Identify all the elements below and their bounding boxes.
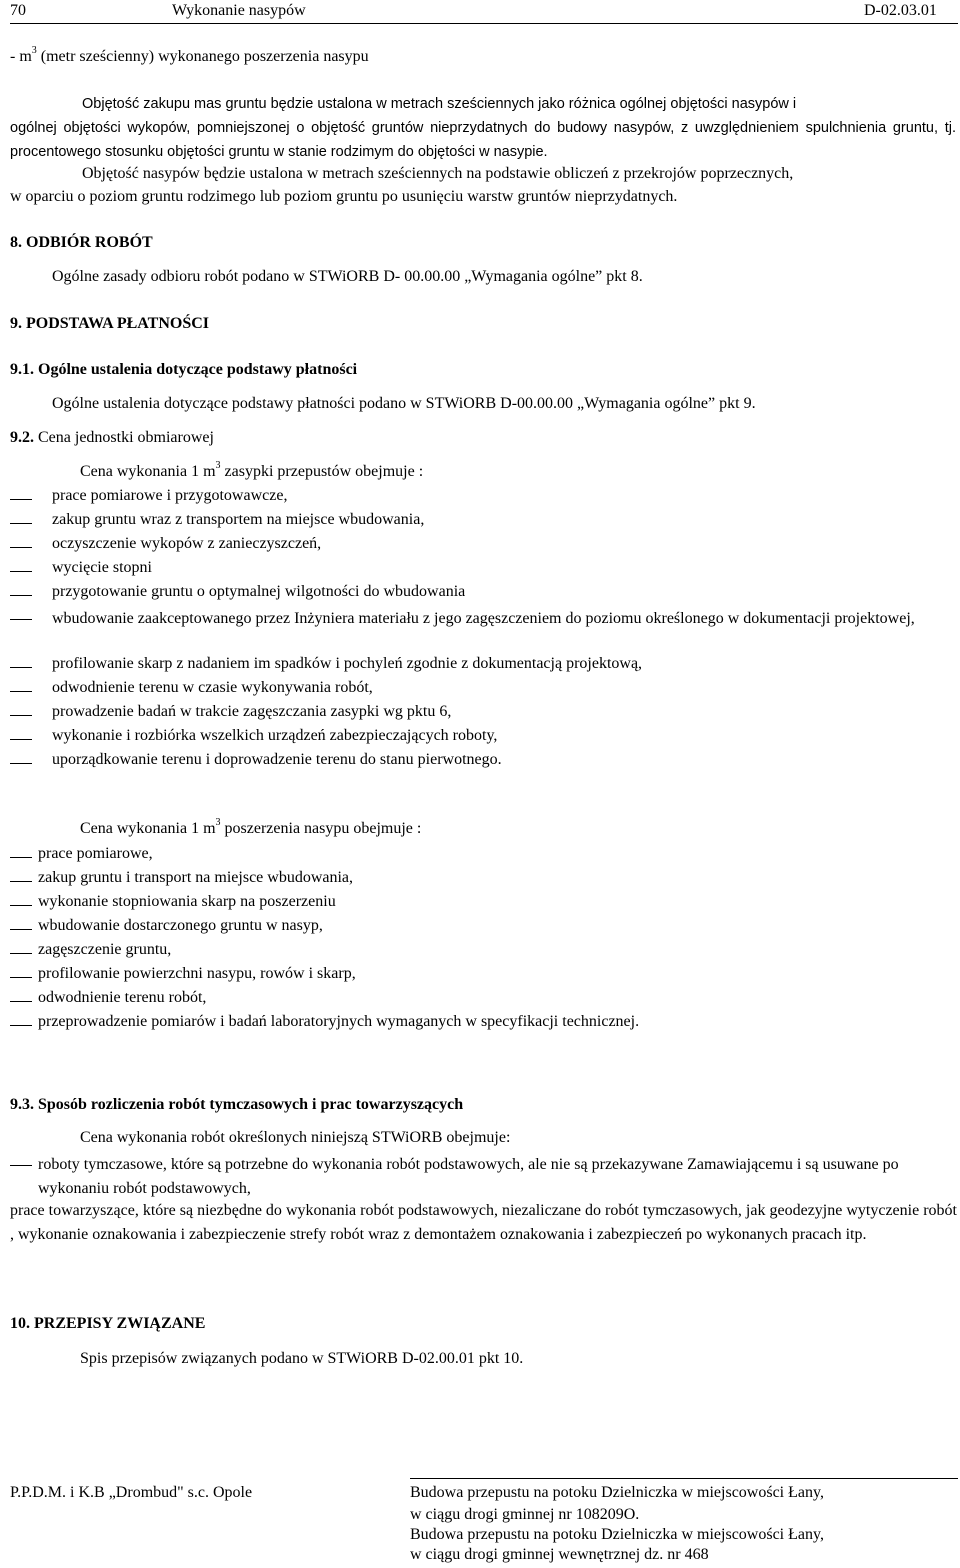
dash-marker (10, 941, 32, 954)
list-2-intro-text-b: poszerzenia nasypu obejmuje : (220, 820, 422, 837)
list-item: wykonanie stopniowania skarp na poszerzeniu (38, 893, 336, 910)
dash-marker (10, 751, 32, 764)
page-number: 70 (10, 2, 26, 19)
unit-line-text-b: (metr sześcienny) wykonanego poszerzenia nasypu (36, 48, 369, 65)
dash-marker (10, 845, 32, 858)
dash-marker (10, 727, 32, 740)
header-rule (10, 23, 958, 24)
dash-marker (10, 679, 32, 692)
list-2-intro (80, 817, 422, 838)
dash-marker (10, 917, 32, 930)
dash-marker (10, 607, 32, 620)
list-1-intro-text-a: Cena wykonania 1 m (80, 463, 216, 480)
list-item: profilowanie powierzchni nasypu, rowów i skarp, (38, 965, 356, 982)
page-header-title: Wykonanie nasypów (172, 2, 306, 19)
section-9-3-paragraph: prace towarzyszące, które są niezbędne do wykonania robót podstawowych, niezaliczane do robót tymczasowych, jak geodezyjne wytyczenie robót , wykonanie oznakowania i zabezpieczenie strefy robót wraz z demontażem oznakowania i zabezpieczeń po wykonanych pracach itp. (10, 1202, 957, 1243)
paragraph-2-first-line: Objętość nasypów będzie ustalona w metrach sześciennych na podstawie obliczeń z przekrojów poprzecznych, (82, 165, 794, 182)
list-1-intro-text-b: zasypki przepustów obejmuje : (220, 463, 424, 480)
section-9-2-number: 9.2. (10, 429, 38, 446)
section-8-heading: 8. ODBIÓR ROBÓT (10, 234, 153, 251)
section-9-3-intro: Cena wykonania robót określonych niniejszą STWiORB obejmuje: (80, 1129, 511, 1146)
dash-marker (10, 583, 32, 596)
section-9-heading: 9. PODSTAWA PŁATNOŚCI (10, 315, 209, 332)
unit-superscript: 3 (31, 45, 37, 56)
dash-marker (10, 989, 32, 1002)
section-9-1-heading: 9.1. Ogólne ustalenia dotyczące podstawy płatności (10, 361, 358, 378)
paragraph-1-rest: ogólnej objętości wykopów, pomniejszonej o objętość gruntów nieprzydatnych do budowy nasypów, z uwzględnieniem spulchnienia gruntu, tj. procentowego stosunku objętości gruntu w stanie rodzimym do objętości w nasypie. (10, 120, 956, 160)
section-9-3-heading: 9.3. Sposób rozliczenia robót tymczasowych i prac towarzyszących (10, 1096, 464, 1113)
list-item: prowadzenie badań w trakcie zagęszczania zasypki wg pktu 6, (52, 703, 452, 720)
dash-marker (10, 511, 32, 524)
section-9-2-heading (10, 429, 214, 447)
paragraph-2-rest: w oparciu o poziom gruntu rodzimego lub poziom gruntu po usunięciu warstw gruntów nieprzydatnych. (10, 188, 678, 205)
list-2-intro-text-a: Cena wykonania 1 m (80, 820, 216, 837)
unit-line-text-a: - m (10, 48, 32, 65)
list-item: prace pomiarowe i przygotowawcze, (52, 487, 288, 504)
footer-project-line: Budowa przepustu na potoku Dzielniczka w miejscowości Łany, (410, 1526, 824, 1543)
footer-project-line: w ciągu drogi gminnej nr 108209O. (410, 1506, 640, 1523)
list-item: odwodnienie terenu w czasie wykonywania robót, (52, 679, 373, 696)
list-item: profilowanie skarp z nadaniem im spadków i pochyleń zgodnie z dokumentacją projektową, (52, 655, 643, 672)
list-item: zagęszczenie gruntu, (38, 941, 172, 958)
list-1-intro-superscript: 3 (215, 460, 221, 471)
unit-line (10, 45, 369, 66)
section-10-text: Spis przepisów związanych podano w STWiORB D-02.00.01 pkt 10. (80, 1350, 524, 1367)
list-2-intro-superscript: 3 (215, 817, 221, 828)
section-9-3-item: roboty tymczasowe, które są potrzebne do wykonania robót podstawowych, ale nie są przekazywane Zamawiającemu i są usuwane po wykonaniu robót podstawowych, (38, 1156, 899, 1197)
paragraph-1-first-line: Objętość zakupu mas gruntu będzie ustalona w metrach sześciennych jako różnica ogólnej objętości nasypów i (82, 96, 797, 112)
list-item: przeprowadzenie pomiarów i badań laboratoryjnych wymaganych w specyfikacji technicznej. (38, 1013, 640, 1030)
dash-marker (10, 1153, 32, 1166)
list-item: wbudowanie zaakceptowanego przez Inżyniera materiału z jego zagęszczeniem do poziomu określonego w dokumentacji projektowej, (52, 610, 915, 627)
dash-marker (10, 703, 32, 716)
list-item: przygotowanie gruntu o optymalnej wilgotności do wbudowania (52, 583, 466, 600)
list-item: uporządkowanie terenu i doprowadzenie terenu do stanu pierwotnego. (52, 751, 502, 768)
section-8-text: Ogólne zasady odbioru robót podano w STWiORB D- 00.00.00 „Wymagania ogólne” pkt 8. (52, 268, 643, 285)
list-item: odwodnienie terenu robót, (38, 989, 207, 1006)
dash-marker (10, 965, 32, 978)
list-1-intro (80, 460, 424, 481)
list-item: prace pomiarowe, (38, 845, 153, 862)
dash-marker (10, 869, 32, 882)
footer-rule (410, 1478, 958, 1479)
section-9-1-text: Ogólne ustalenia dotyczące podstawy płatności podano w STWiORB D-00.00.00 „Wymagania ogólne” pkt 9. (52, 395, 756, 412)
footer-project-line: Budowa przepustu na potoku Dzielniczka w miejscowości Łany, (410, 1484, 824, 1501)
list-item: wycięcie stopni (52, 559, 152, 576)
footer-company: P.P.D.M. i K.B „Drombud" s.c. Opole (10, 1484, 253, 1501)
dash-marker (10, 559, 32, 572)
dash-marker (10, 487, 32, 500)
section-9-2-title: Cena jednostki obmiarowej (38, 429, 214, 446)
footer-project-line: w ciągu drogi gminnej wewnętrznej dz. nr 468 (410, 1546, 709, 1563)
document-code: D-02.03.01 (864, 2, 937, 19)
dash-marker (10, 893, 32, 906)
list-item: zakup gruntu wraz z transportem na miejsce wbudowania, (52, 511, 425, 528)
dash-marker (10, 1013, 32, 1026)
list-item: oczyszczenie wykopów z zanieczyszczeń, (52, 535, 322, 552)
section-10-heading: 10. PRZEPISY ZWIĄZANE (10, 1315, 206, 1332)
dash-marker (10, 655, 32, 668)
list-item: wbudowanie dostarczonego gruntu w nasyp, (38, 917, 323, 934)
list-item: zakup gruntu i transport na miejsce wbudowania, (38, 869, 354, 886)
list-item: wykonanie i rozbiórka wszelkich urządzeń zabezpieczających roboty, (52, 727, 498, 744)
dash-marker (10, 535, 32, 548)
